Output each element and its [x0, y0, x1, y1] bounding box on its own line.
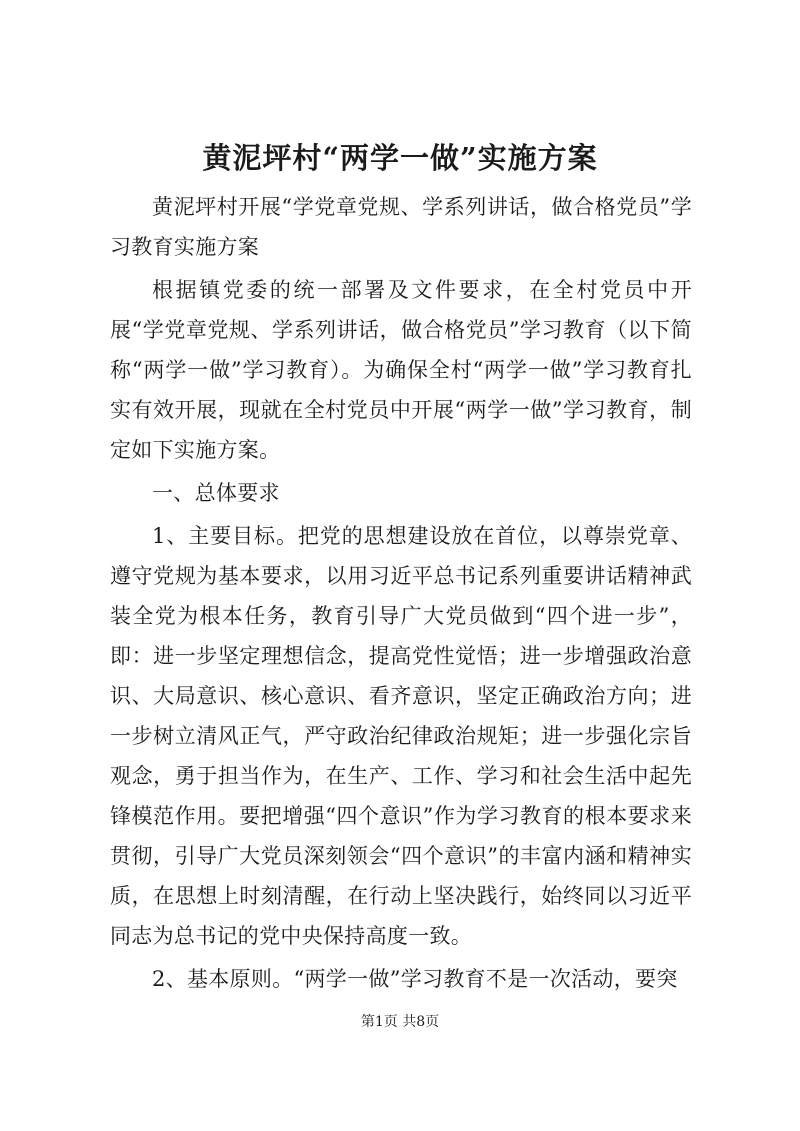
section-heading-overall-requirements: 一、总体要求 — [152, 481, 280, 505]
page-footer: 第1页 共8页 — [360, 1014, 440, 1030]
document-body — [110, 187, 692, 999]
paragraph-background: 根据镇党委的统一部署及文件要求，在全村党员中开展“学党章党规、学系列讲话，做合格党员”学习教育（以下简称“两学一做”学习教育）。为确保全村“两学一做”学习教育扎实有效开展，现就在全村党员中开展“两学一做”学习教育，制定如下实施方案。 — [110, 278, 692, 462]
paragraph-intro: 黄泥坪村开展“学党章党规、学系列讲话，做合格党员”学习教育实施方案 — [110, 195, 692, 259]
document-title: 黄泥坪村“两学一做”实施方案 — [202, 141, 598, 175]
paragraph-basic-principles: 2、基本原则。“两学一做”学习教育不是一次活动，要突 — [152, 967, 678, 991]
paragraph-main-goals: 1、主要目标。把党的思想建设放在首位，以尊崇党章、遵守党规为基本要求，以用习近平总书记系列重要讲话精神武装全党为根本任务，教育引导广大党员做到“四个进一步”，即：进一步坚定理想信念，提高党性觉悟；进一步增强政治意识、大局意识、核心意识、看齐意识，坚定正确政治方向；进一步树立清风正气，严守政治纪律政治规矩；进一步强化宗旨观念，勇于担当作为，在生产、工作、学习和社会生活中起先锋模范作用。要把增强“四个意识”作为学习教育的根本要求来贯彻，引导广大党员深刻领会“四个意识”的丰富内涵和精神实质，在思想上时刻清醒，在行动上坚决践行，始终同以习近平同志为总书记的党中央保持高度一致。 — [110, 524, 692, 948]
